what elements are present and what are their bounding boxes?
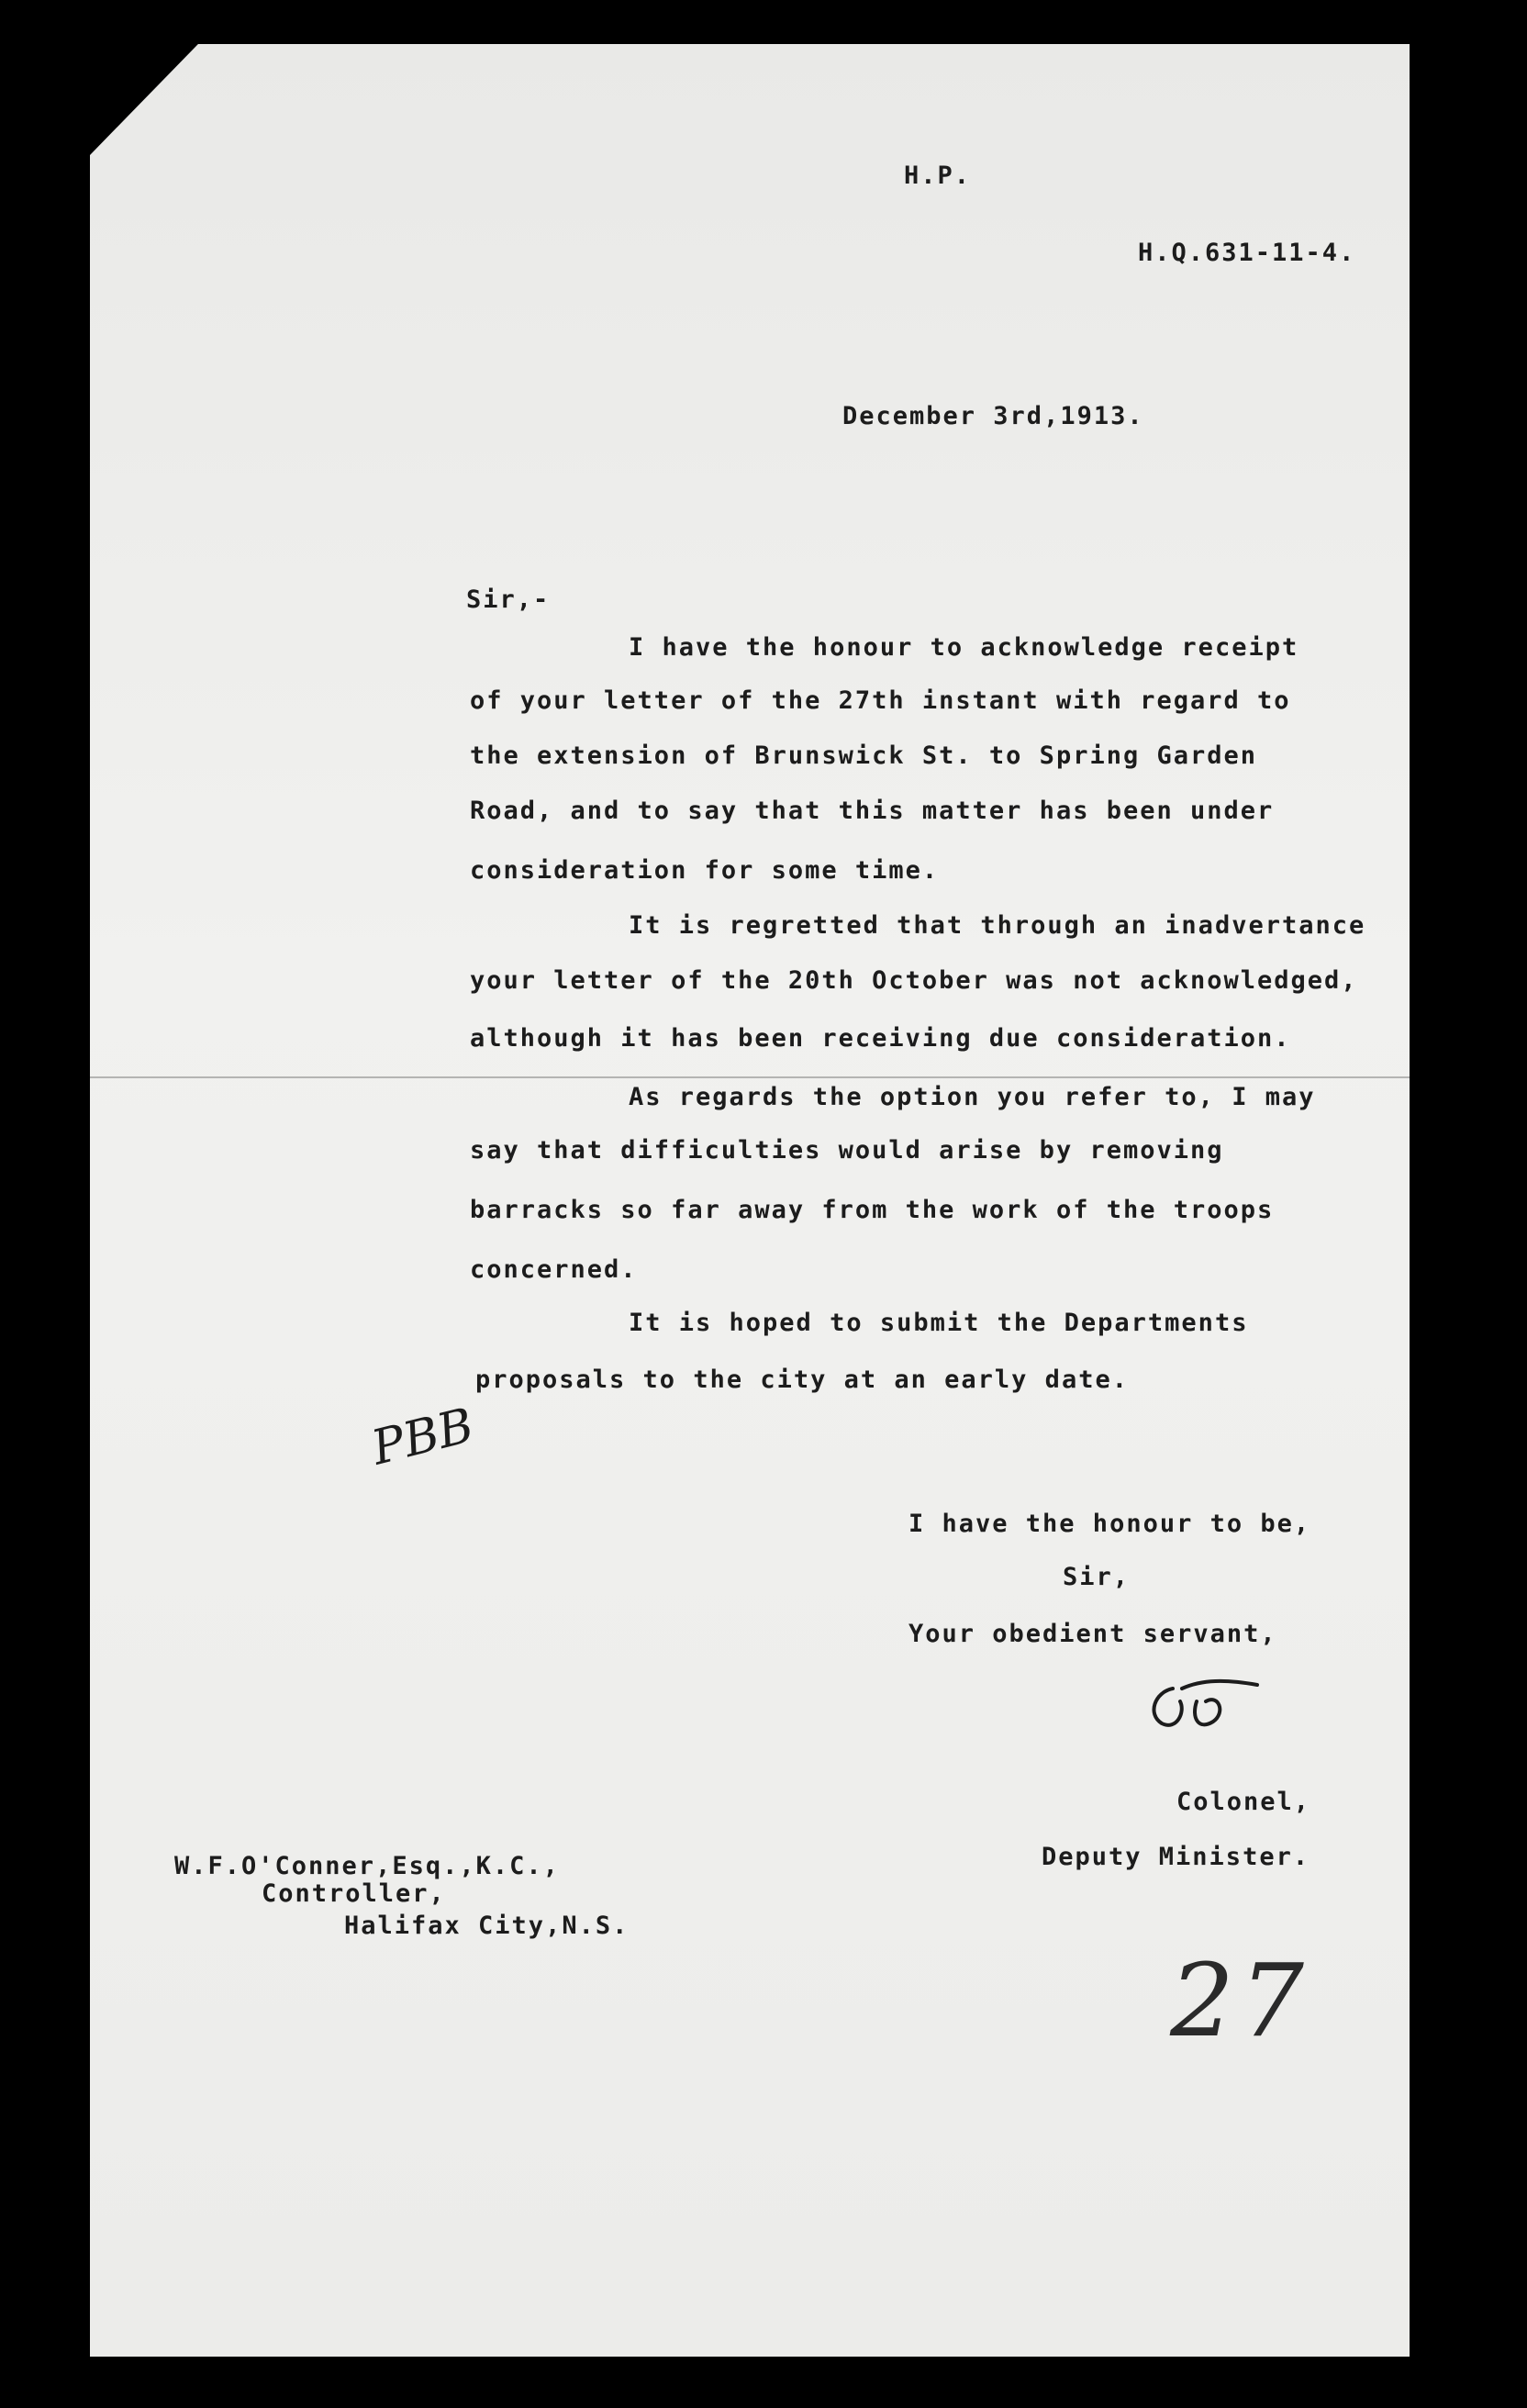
body-line: consideration for some time. (470, 856, 940, 885)
body-line: It is hoped to submit the Departments (629, 1309, 1249, 1337)
signature-mark (1138, 1661, 1285, 1744)
body-line: Road, and to say that this matter has been under (470, 797, 1275, 825)
closing-line: I have the honour to be, (908, 1510, 1311, 1538)
body-line: proposals to the city at an early date. (475, 1366, 1129, 1394)
body-line: say that difficulties would arise by removing (470, 1136, 1224, 1165)
page-number-handwritten: 27 (1170, 1942, 1310, 2059)
body-line: although it has been receiving due consideration. (470, 1024, 1291, 1053)
body-line: barracks so far away from the work of the troops (470, 1196, 1275, 1224)
body-line: of your letter of the 27th instant with regard to (470, 686, 1291, 715)
recipient-line: Controller, (262, 1879, 446, 1908)
letter-date: December 3rd,1913. (842, 402, 1144, 430)
body-line: your letter of the 20th October was not acknowledged, (470, 966, 1358, 995)
body-line: As regards the option you refer to, I may (629, 1083, 1316, 1111)
margin-initials: PBB (366, 1398, 480, 1477)
recipient-line: W.F.O'Conner,Esq.,K.C., (174, 1852, 560, 1880)
signer-title: Colonel, (1176, 1788, 1311, 1816)
signer-title: Deputy Minister. (1042, 1843, 1310, 1871)
body-line: It is regretted that through an inadvertance (629, 911, 1366, 940)
salutation: Sir,- (466, 585, 551, 614)
body-line: concerned. (470, 1255, 638, 1284)
body-line: I have the honour to acknowledge receipt (629, 633, 1299, 662)
closing-line: Sir, (1063, 1563, 1131, 1591)
recipient-line: Halifax City,N.S. (344, 1912, 630, 1940)
fold-line (90, 1076, 1410, 1078)
file-number: H.Q.631-11-4. (1138, 239, 1356, 267)
body-line: the extension of Brunswick St. to Spring Garden (470, 741, 1258, 770)
header-initials: H.P. (904, 162, 972, 190)
closing-line: Your obedient servant, (908, 1620, 1277, 1648)
